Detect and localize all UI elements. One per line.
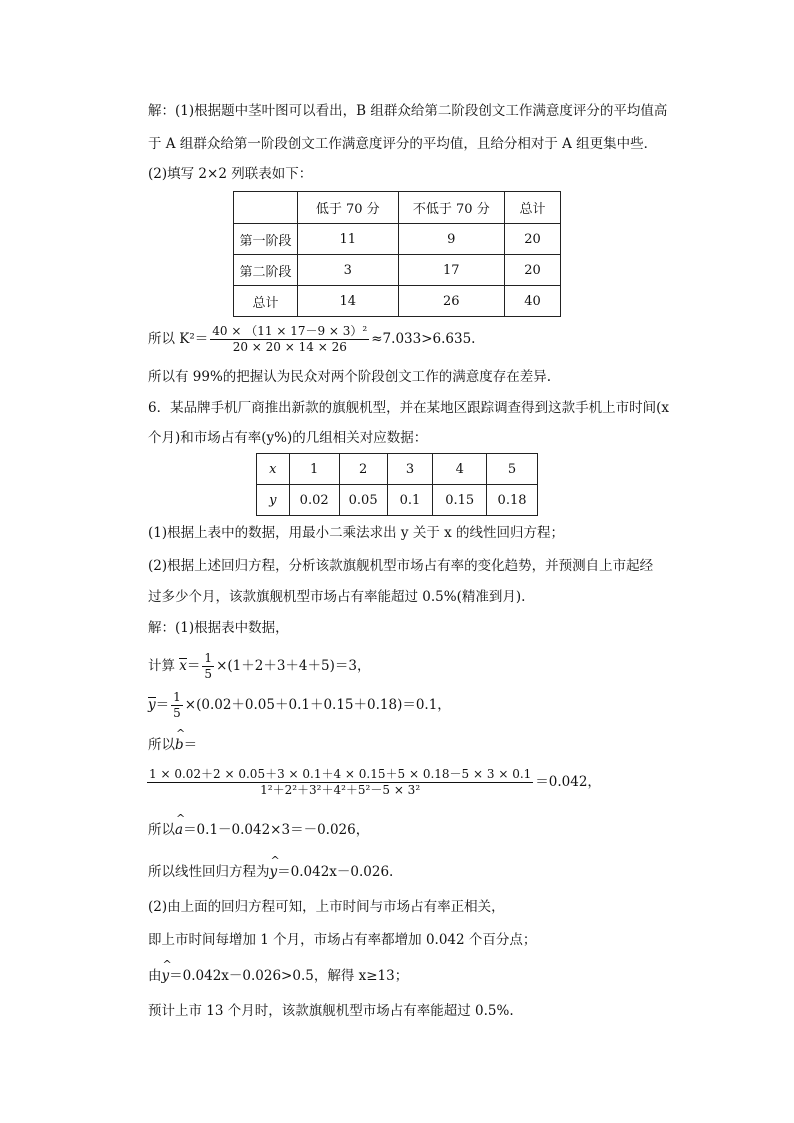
table-header-row — [234, 192, 561, 224]
b-result: ＝0.042， — [535, 774, 601, 790]
table-cell: 2 — [339, 454, 387, 485]
regression-rest: ＝0.042x－0.026. — [277, 864, 394, 880]
b-equals: ＝ — [183, 737, 198, 753]
table-cell: 1 — [289, 454, 339, 485]
table-cell: 0.18 — [487, 485, 538, 516]
table-row-x — [257, 454, 538, 485]
table-cell: 9 — [398, 224, 505, 255]
fraction-numerator: 1 — [173, 690, 181, 704]
b-hat-formula — [145, 765, 601, 799]
k2-numerator: 40 × （11 × 17－9 × 3）² — [212, 324, 368, 338]
b-denominator: 1²＋2²＋3²＋4²＋5²－5 × 3² — [260, 783, 421, 797]
one-fifth-fraction — [202, 651, 214, 682]
table-header-cell: 总计 — [505, 192, 561, 224]
inequality-prefix: 由 — [148, 968, 162, 984]
a-hat-line — [148, 820, 369, 840]
question-6-part-1: (1)根据上表中的数据，用最小二乘法求出 y 关于 x 的线性回归方程； — [148, 525, 565, 541]
k2-fraction — [210, 324, 369, 355]
y-hat-symbol: ^ y — [270, 862, 278, 882]
table-cell: 40 — [505, 286, 561, 317]
table-cell: 17 — [398, 255, 505, 286]
solution-2-part-2: (2)由上面的回归方程可知，上市时间与市场占有率正相关， — [148, 899, 505, 915]
inequality-line — [148, 966, 408, 986]
table-cell: 20 — [505, 255, 561, 286]
table-cell: 3 — [387, 454, 433, 485]
table-header-cell — [234, 192, 298, 224]
b-hat-line — [148, 735, 197, 755]
y-label: y — [257, 485, 290, 516]
a-rest: ＝0.1－0.042×3＝－0.026， — [183, 822, 370, 838]
ybar-rest: ×(0.02＋0.05＋0.1＋0.15＋0.18)＝0.1， — [184, 697, 451, 713]
table-cell: 3 — [297, 255, 398, 286]
regression-prefix: 所以线性回归方程为 — [148, 864, 270, 880]
table-header-cell: 低于 70 分 — [297, 192, 398, 224]
table-cell: 0.05 — [339, 485, 387, 516]
table-row — [234, 286, 561, 317]
ybar-line — [148, 689, 451, 721]
solution-1-conclusion: 所以有 99%的把握认为民众对两个阶段创文工作的满意度存在差异. — [148, 369, 552, 385]
solution-1-line-1: 解：(1)根据题中茎叶图可以看出，B 组群众给第二阶段创文工作满意度评分的平均值高 — [148, 103, 668, 119]
a-prefix: 所以 — [148, 822, 175, 838]
question-6-line-1: 6．某品牌手机厂商推出新款的旗舰机型，并在某地区跟踪调查得到这款手机上市时间(x — [148, 400, 669, 416]
table-row — [234, 224, 561, 255]
solution-2-part-2b: 即上市时间每增加 1 个月，市场占有率都增加 0.042 个百分点； — [148, 932, 537, 948]
one-fifth-fraction — [171, 690, 183, 721]
data-table — [256, 453, 538, 516]
contingency-table — [233, 191, 561, 317]
question-6-part-2-line-1: (2)根据上述回归方程，分析该款旗舰机型市场占有率的变化趋势，并预测自上市起经 — [148, 558, 654, 574]
table-cell: 20 — [505, 224, 561, 255]
a-hat-symbol: ^ a — [175, 820, 183, 840]
fraction-denominator: 5 — [204, 667, 213, 681]
k2-denominator: 20 × 20 × 14 × 26 — [232, 340, 347, 354]
xbar-line — [148, 650, 370, 682]
inequality-rest: ＝0.042x－0.026>0.5，解得 x≥13； — [169, 968, 409, 984]
table-cell: 5 — [487, 454, 538, 485]
xbar-symbol: x — [179, 658, 187, 674]
table-cell: 26 — [398, 286, 505, 317]
table-cell: 0.1 — [387, 485, 433, 516]
equals-sign: ＝ — [186, 658, 201, 674]
table-cell: 总计 — [234, 286, 298, 317]
x-label: x — [257, 454, 290, 485]
equals-sign: ＝ — [155, 697, 170, 713]
ybar-symbol: y — [148, 697, 156, 713]
table-cell: 第二阶段 — [234, 255, 298, 286]
fraction-denominator: 5 — [173, 706, 181, 720]
k2-suffix: ≈7.033>6.635. — [371, 331, 476, 347]
table-header-cell: 不低于 70 分 — [398, 192, 505, 224]
b-hat-symbol: ^ b — [175, 735, 184, 755]
b-hat-fraction — [147, 767, 533, 798]
xbar-prefix: 计算 — [148, 658, 175, 674]
table-cell: 4 — [433, 454, 487, 485]
solution-1-line-2: 于 A 组群众给第一阶段创文工作满意度评分的平均值，且给分相对于 A 组更集中些． — [148, 136, 658, 152]
table-cell: 0.15 — [433, 485, 487, 516]
table-cell: 11 — [297, 224, 398, 255]
k2-formula — [148, 322, 475, 356]
y-hat-symbol: ^ y — [162, 966, 170, 986]
question-6-part-2-line-2: 过多少个月，该款旗舰机型市场占有率能超过 0.5%(精准到月). — [148, 589, 526, 605]
table-cell: 14 — [297, 286, 398, 317]
solution-1-line-3: (2)填写 2×2 列联表如下： — [148, 166, 313, 182]
b-numerator: 1 × 0.02＋2 × 0.05＋3 × 0.1＋4 × 0.15＋5 × 0.18－5 × 3 × 0.1 — [149, 767, 532, 781]
table-cell: 0.02 — [289, 485, 339, 516]
solution-2-line-1: 解：(1)根据表中数据， — [148, 620, 289, 636]
b-prefix: 所以 — [148, 737, 175, 753]
table-row — [234, 255, 561, 286]
question-6-line-2: 个月)和市场占有率(y%)的几组相关对应数据： — [148, 430, 428, 446]
xbar-rest: ×(1＋2＋3＋4＋5)＝3， — [216, 658, 371, 674]
fraction-numerator: 1 — [204, 651, 213, 665]
regression-equation-line — [148, 862, 393, 882]
k2-prefix: 所以 K²＝ — [148, 331, 209, 347]
table-row-y — [257, 485, 538, 516]
table-cell: 第一阶段 — [234, 224, 298, 255]
final-conclusion: 预计上市 13 个月时，该款旗舰机型市场占有率能超过 0.5%. — [148, 1003, 514, 1019]
